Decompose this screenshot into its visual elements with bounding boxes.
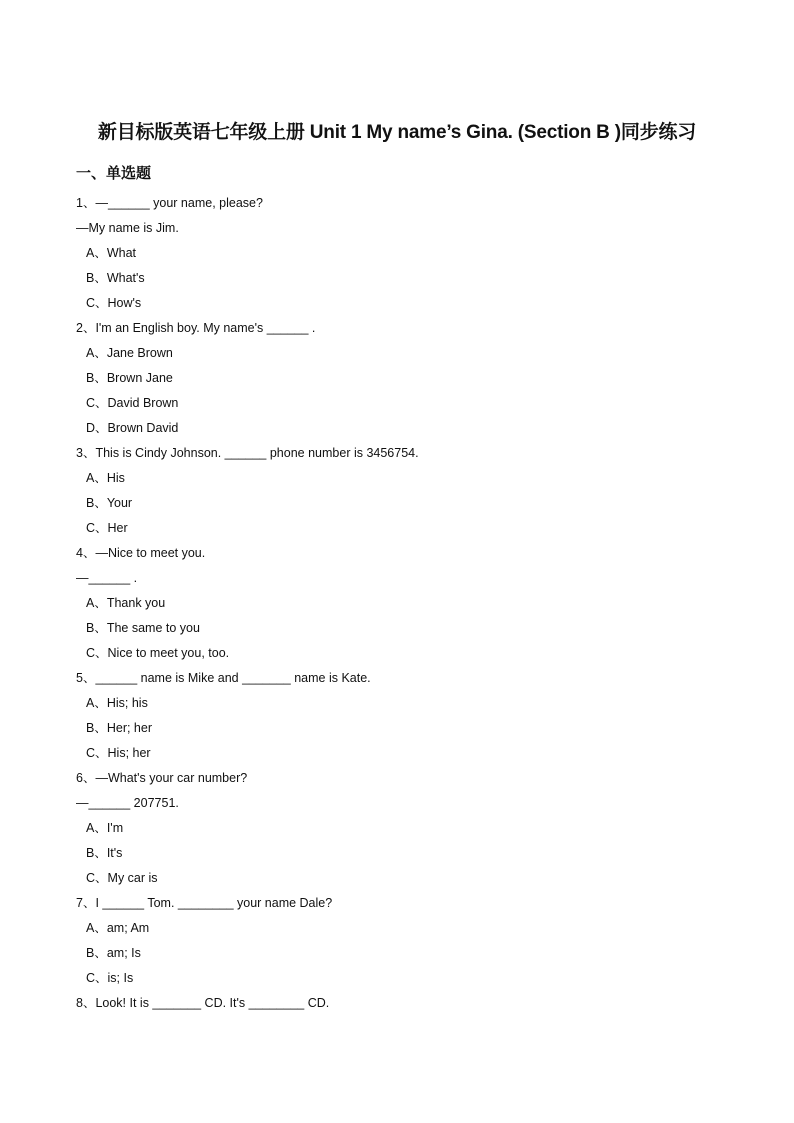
question-line: 3、This is Cindy Johnson. ______ phone number is 3456754.	[76, 446, 419, 460]
answer-option: B、It's	[86, 846, 123, 860]
answer-option: B、Her; her	[86, 721, 152, 735]
answer-option: C、His; her	[86, 746, 151, 760]
section-heading: 一、单选题	[76, 165, 152, 182]
question-line: 5、______ name is Mike and _______ name is Kate.	[76, 671, 371, 685]
answer-option: D、Brown David	[86, 421, 179, 435]
question-line: 7、I ______ Tom. ________ your name Dale?	[76, 896, 333, 910]
answer-option: C、My car is	[86, 871, 158, 885]
question-line: —My name is Jim.	[76, 221, 179, 235]
answer-option: A、am; Am	[86, 921, 150, 935]
answer-option: A、What	[86, 246, 137, 260]
answer-option: C、is; Is	[86, 971, 134, 985]
answer-option: C、Nice to meet you, too.	[86, 646, 230, 660]
answer-option: C、Her	[86, 521, 128, 535]
question-line: —______ .	[76, 571, 138, 585]
answer-option: C、David Brown	[86, 396, 179, 410]
answer-option: B、What's	[86, 271, 145, 285]
document-title: 新目标版英语七年级上册 Unit 1 My name’s Gina. (Section B )同步练习	[97, 122, 697, 143]
answer-option: B、Your	[86, 496, 133, 510]
answer-option: A、Thank you	[86, 596, 166, 610]
question-line: 1、—______ your name, please?	[76, 196, 263, 210]
question-line: 4、—Nice to meet you.	[76, 546, 206, 560]
answer-option: A、His; his	[86, 696, 148, 710]
question-line: 8、Look! It is _______ CD. It's ________ CD.	[76, 996, 330, 1010]
answer-option: A、I'm	[86, 821, 124, 835]
answer-option: A、Jane Brown	[86, 346, 173, 360]
answer-option: C、How's	[86, 296, 142, 310]
question-line: 6、—What's your car number?	[76, 771, 248, 785]
question-list	[76, 193, 716, 1018]
question-line: —______ 207751.	[76, 796, 179, 810]
answer-option: A、His	[86, 471, 125, 485]
answer-option: B、am; Is	[86, 946, 141, 960]
answer-option: B、Brown Jane	[86, 371, 173, 385]
answer-option: B、The same to you	[86, 621, 200, 635]
question-line: 2、I'm an English boy. My name's ______ .	[76, 321, 316, 335]
